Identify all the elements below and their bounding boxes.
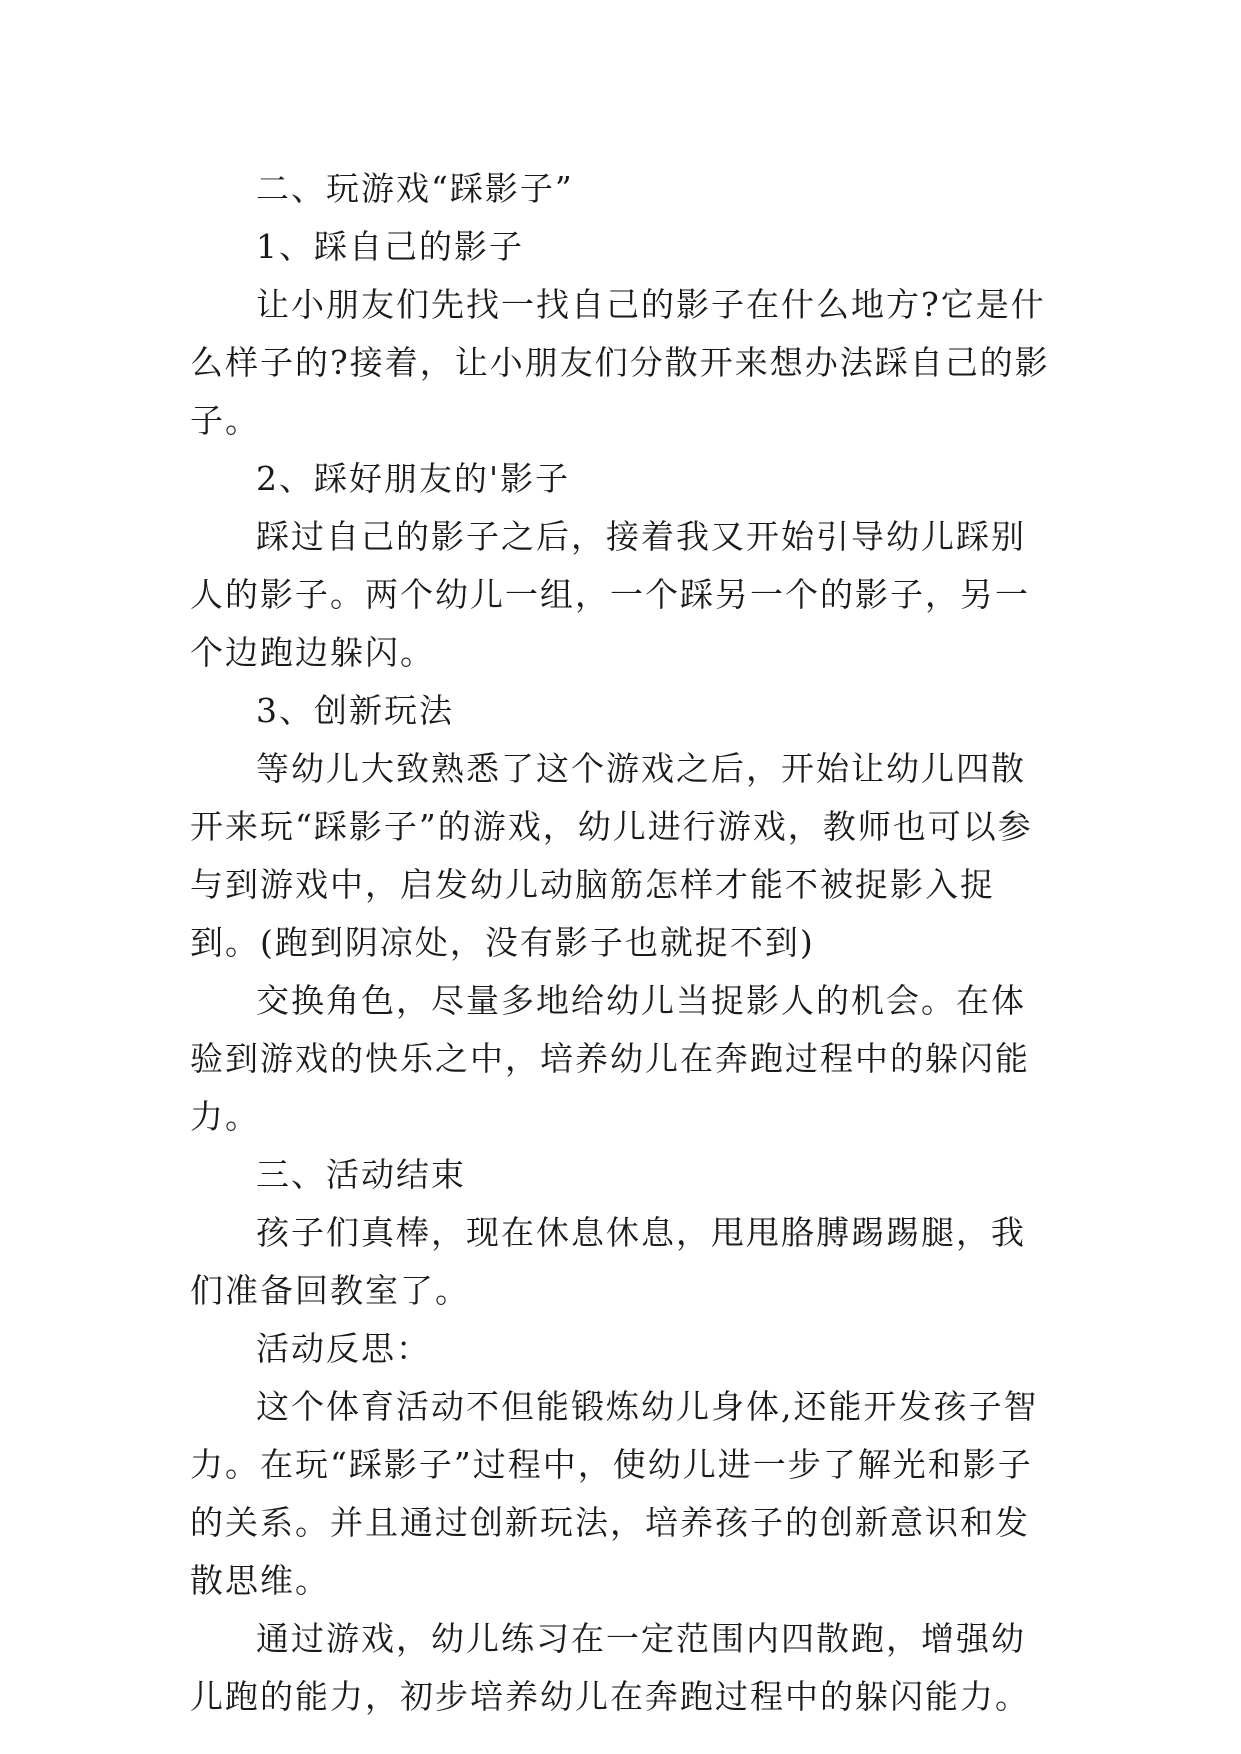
section-heading-play-game: 二、玩游戏“踩影子” <box>256 169 574 208</box>
paragraph-reflection-benefits: 这个体育活动不但能锻炼幼儿身体,还能开发孩子智力。在玩“踩影子”过程中，使幼儿进一步了解光和影子的关系。并且通过创新玩法，培养孩子的创新意识和发散思维。 <box>190 1387 1039 1600</box>
document-body <box>190 160 1054 1726</box>
paragraph-reflection-running: 通过游戏，幼儿练习在一定范围内四散跑，增强幼儿跑的能力，初步培养幼儿在奔跑过程中的躲闪能力。 <box>190 1619 1030 1716</box>
section-heading-activity-end: 三、活动结束 <box>256 1155 466 1194</box>
paragraph-rest: 孩子们真棒，现在休息休息，甩甩胳膊踢踢腿，我们准备回教室了。 <box>190 1213 1026 1310</box>
paragraph-swap-roles: 交换角色，尽量多地给幼儿当捉影人的机会。在体验到游戏的快乐之中，培养幼儿在奔跑过程中的躲闪能力。 <box>190 981 1030 1136</box>
paragraph-pair-game: 踩过自己的影子之后，接着我又开始引导幼儿踩别人的影子。两个幼儿一组，一个踩另一个的影子，另一个边跑边躲闪。 <box>190 517 1030 672</box>
heading-reflection: 活动反思： <box>256 1329 431 1368</box>
paragraph-find-own-shadow: 让小朋友们先找一找自己的影子在什么地方?它是什么样子的?接着，让小朋友们分散开来想办法踩自己的影子。 <box>190 285 1050 440</box>
subheading-step-own-shadow: 1、踩自己的影子 <box>256 227 524 266</box>
subheading-innovative-play: 3、创新玩法 <box>256 691 454 730</box>
subheading-step-friend-shadow: 2、踩好朋友的'影子 <box>256 459 571 498</box>
paragraph-free-play: 等幼儿大致熟悉了这个游戏之后，开始让幼儿四散开来玩“踩影子”的游戏，幼儿进行游戏，教师也可以参与到游戏中，启发幼儿动脑筋怎样才能不被捉影入捉到。(跑到阴凉处，没有影子也就捉不到) <box>190 749 1033 962</box>
